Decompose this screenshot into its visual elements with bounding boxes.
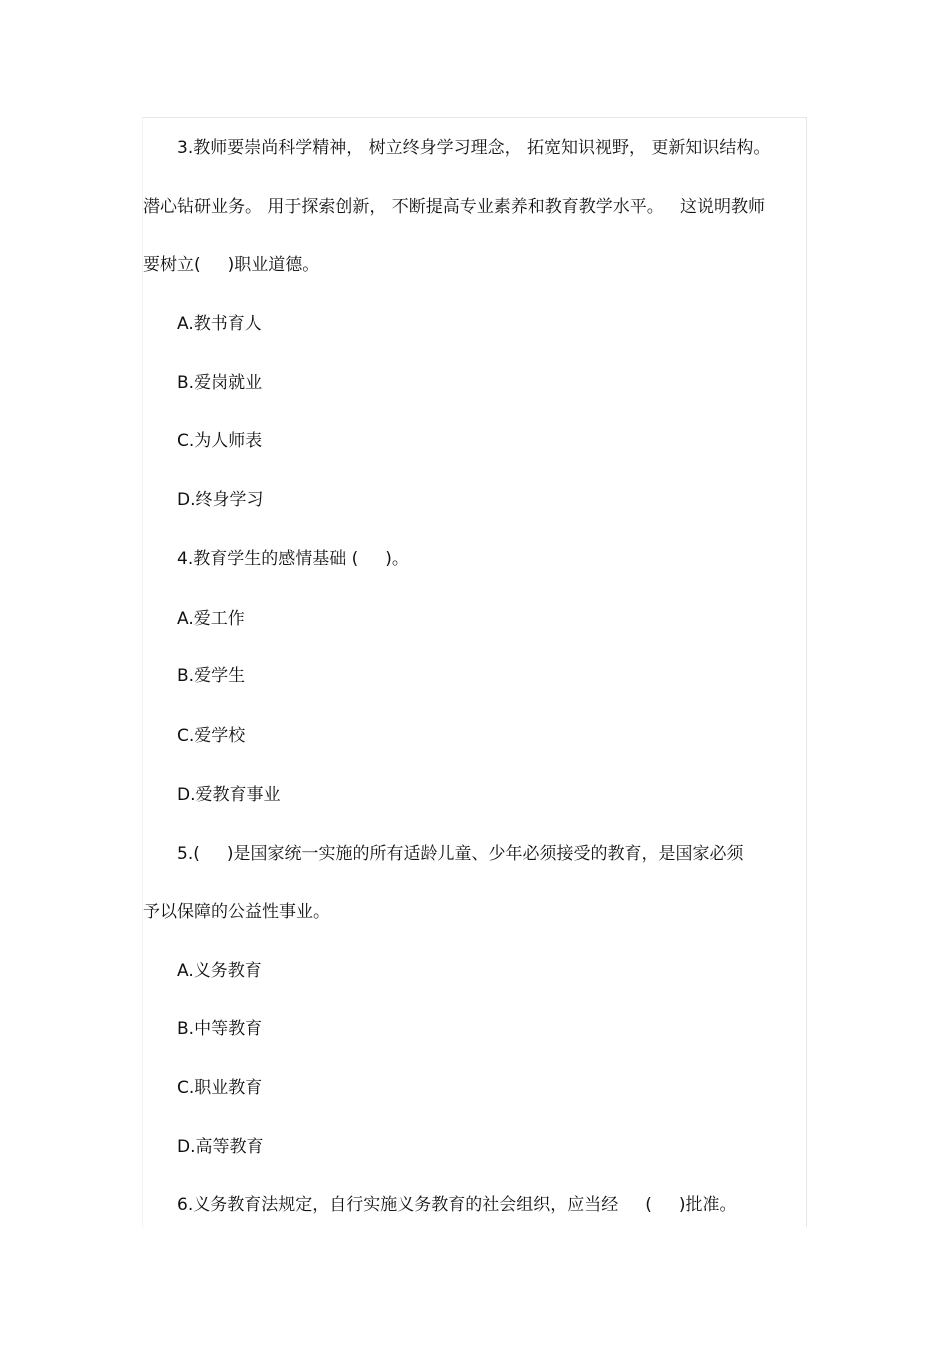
question-3-stem-line-1: 3.教师要崇尚科学精神， 树立终身学习理念， 拓宽知识视野， 更新知识结构。 [177, 138, 771, 158]
question-5-stem-line-1: 5.( )是国家统一实施的所有适龄儿童、少年必须接受的教育，是国家必须 [177, 844, 744, 864]
question-3-stem-line-2: 潜心钻研业务。 用于探索创新， 不断提高专业素养和教育教学水平。 这说明教师 [143, 197, 766, 217]
question-3-option-a: A.教书育人 [177, 314, 262, 334]
question-3-option-d: D.终身学习 [177, 490, 264, 510]
question-5-option-d: D.高等教育 [177, 1137, 264, 1157]
question-4-option-d: D.爱教育事业 [177, 785, 281, 805]
question-6-stem: 6.义务教育法规定，自行实施义务教育的社会组织，应当经 ( )批准。 [177, 1195, 737, 1215]
question-4-option-b: B.爱学生 [177, 666, 246, 686]
question-5-option-c: C.职业教育 [177, 1078, 263, 1098]
question-4-option-c: C.爱学校 [177, 726, 246, 746]
question-5-option-b: B.中等教育 [177, 1019, 263, 1039]
question-4-stem: 4.教育学生的感情基础 ( )。 [177, 549, 409, 569]
question-5-option-a: A.义务教育 [177, 961, 262, 981]
question-3-option-c: C.为人师表 [177, 431, 263, 451]
question-3-stem-line-3: 要树立( )职业道德。 [143, 255, 320, 275]
question-4-option-a: A.爱工作 [177, 609, 245, 629]
question-5-stem-line-2: 予以保障的公益性事业。 [143, 902, 330, 922]
question-3-option-b: B.爱岗就业 [177, 373, 263, 393]
